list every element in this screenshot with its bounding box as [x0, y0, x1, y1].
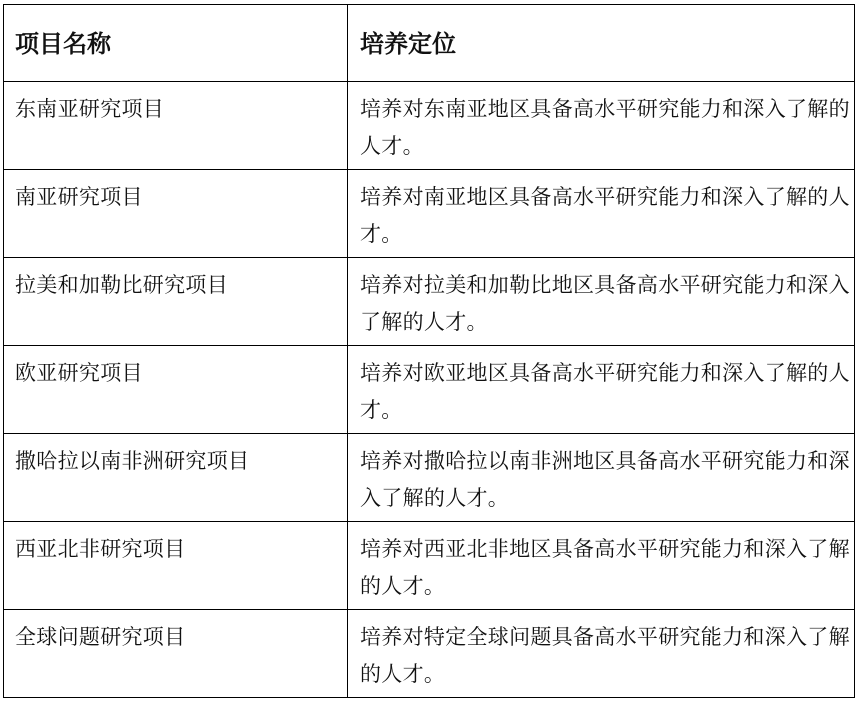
positioning-cell: 培养对西亚北非地区具备高水平研究能力和深入了解的人才。 [348, 522, 855, 610]
header-project-name: 项目名称 [4, 5, 348, 82]
project-name-cell: 撒哈拉以南非洲研究项目 [4, 434, 348, 522]
table-row [4, 346, 855, 434]
header-positioning: 培养定位 [348, 5, 855, 82]
positioning-cell: 培养对撒哈拉以南非洲地区具备高水平研究能力和深入了解的人才。 [348, 434, 855, 522]
project-name-cell: 东南亚研究项目 [4, 82, 348, 170]
project-name-cell: 全球问题研究项目 [4, 610, 348, 698]
positioning-cell: 培养对拉美和加勒比地区具备高水平研究能力和深入了解的人才。 [348, 258, 855, 346]
program-table [3, 4, 855, 698]
table-row [4, 610, 855, 698]
table-row [4, 170, 855, 258]
table-row [4, 434, 855, 522]
project-name-cell: 欧亚研究项目 [4, 346, 348, 434]
table-row [4, 522, 855, 610]
table-header-row [4, 5, 855, 82]
table-row [4, 82, 855, 170]
positioning-cell: 培养对特定全球问题具备高水平研究能力和深入了解的人才。 [348, 610, 855, 698]
table-row [4, 258, 855, 346]
positioning-cell: 培养对欧亚地区具备高水平研究能力和深入了解的人才。 [348, 346, 855, 434]
project-name-cell: 西亚北非研究项目 [4, 522, 348, 610]
project-name-cell: 南亚研究项目 [4, 170, 348, 258]
positioning-cell: 培养对东南亚地区具备高水平研究能力和深入了解的人才。 [348, 82, 855, 170]
project-name-cell: 拉美和加勒比研究项目 [4, 258, 348, 346]
positioning-cell: 培养对南亚地区具备高水平研究能力和深入了解的人才。 [348, 170, 855, 258]
